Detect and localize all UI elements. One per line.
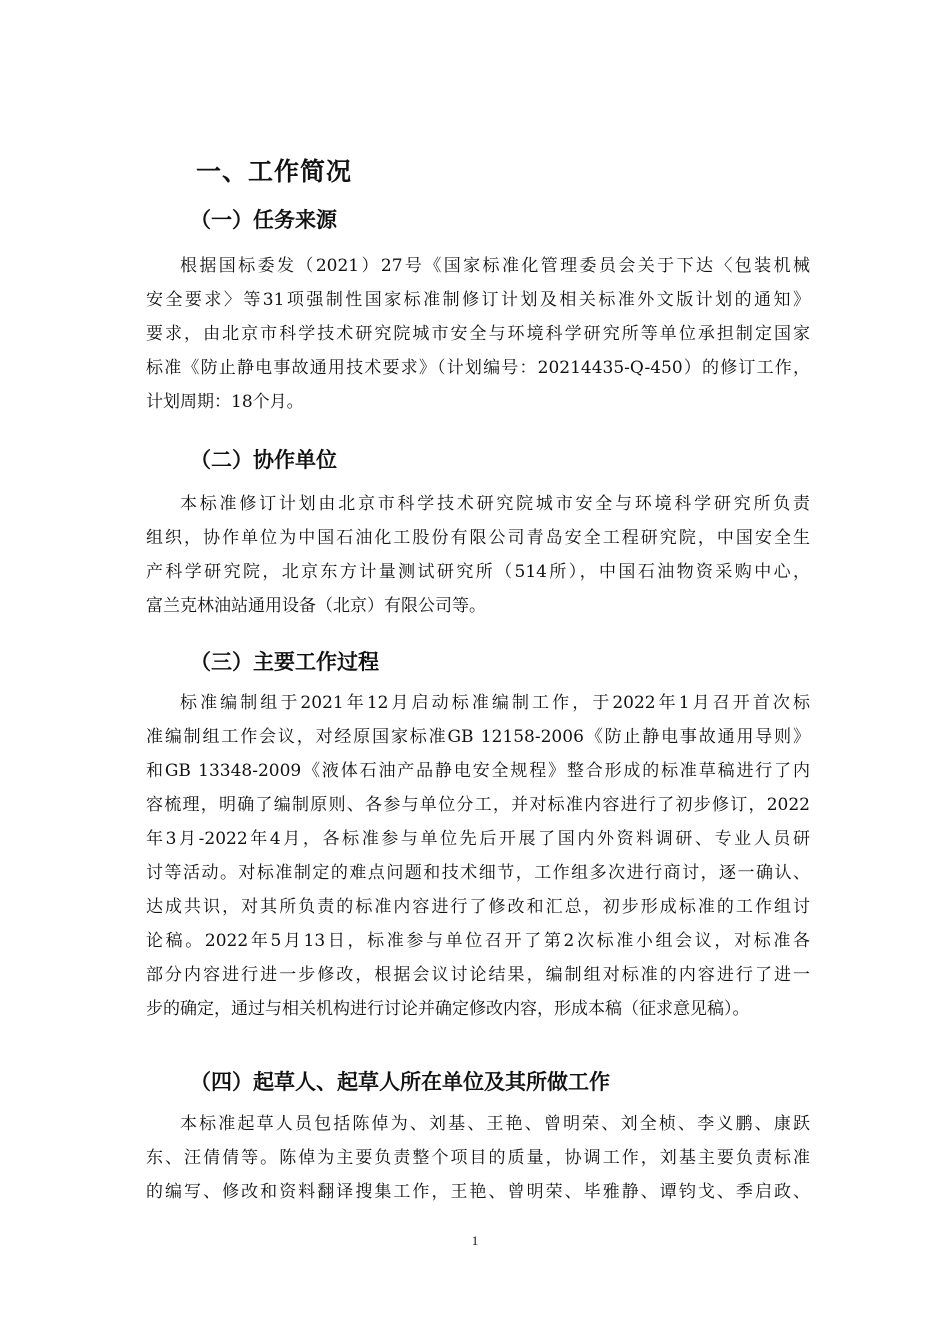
text-line: 讨等活动。对标准制定的难点问题和技术细节，工作组多次进行商讨，逐一确认、	[146, 863, 810, 883]
text-line: 和GB 13348-2009《液体石油产品静电安全规程》整合形成的标准草稿进行了内	[146, 761, 810, 781]
paragraph-work-process	[146, 686, 810, 1026]
text-line: 根据国标委发（2021）27号《国家标准化管理委员会关于下达〈包装机械	[180, 256, 810, 276]
section-heading-1: 一、工作简况	[196, 157, 353, 186]
text-line: 的编写、修改和资料翻译搜集工作，王艳、曾明荣、毕雅静、谭钧戈、季启政、	[146, 1182, 810, 1202]
text-line: 年3月-2022年4月，各标准参与单位先后开展了国内外资料调研、专业人员研	[146, 829, 810, 849]
text-line: 标准《防止静电事故通用技术要求》（计划编号：20214435-Q-450）的修订工作，	[146, 358, 810, 378]
text-line: 本标准修订计划由北京市科学技术研究院城市安全与环境科学研究所负责	[180, 494, 810, 514]
text-line: 步的确定，通过与相关机构进行讨论并确定修改内容，形成本稿（征求意见稿）。	[146, 999, 750, 1019]
text-line: 东、汪倩倩等。陈倬为主要负责整个项目的质量，协调工作，刘基主要负责标准	[146, 1148, 810, 1168]
text-line: 组织，协作单位为中国石油化工股份有限公司青岛安全工程研究院，中国安全生	[146, 528, 810, 548]
paragraph-cooperating-units	[146, 487, 810, 623]
subsection-title-work-process: （三）主要工作过程	[190, 650, 379, 674]
text-line: 本标准起草人员包括陈倬为、刘基、王艳、曾明荣、刘全桢、李义鹏、康跃	[180, 1114, 810, 1134]
subsection-title-drafters: （四）起草人、起草人所在单位及其所做工作	[190, 1070, 610, 1094]
text-line: 计划周期：18个月。	[146, 392, 304, 412]
text-line: 标准编制组于2021年12月启动标准编制工作，于2022年1月召开首次标	[180, 693, 810, 713]
text-line: 富兰克林油站通用设备（北京）有限公司等。	[146, 596, 486, 616]
paragraph-task-source	[146, 249, 810, 419]
text-line: 产科学研究院，北京东方计量测试研究所（514所），中国石油物资采购中心，	[146, 562, 810, 582]
text-line: 要求，由北京市科学技术研究院城市安全与环境科学研究所等单位承担制定国家	[146, 324, 810, 344]
subsection-title-task-source: （一）任务来源	[190, 208, 337, 232]
text-line: 准编制组工作会议，对经原国家标准GB 12158-2006《防止静电事故通用导则》	[146, 727, 810, 747]
text-line: 论稿。2022年5月13日，标准参与单位召开了第2次标准小组会议，对标准各	[146, 931, 810, 951]
page-number: 1	[471, 1233, 479, 1248]
text-line: 容梳理，明确了编制原则、各参与单位分工，并对标准内容进行了初步修订，2022	[146, 795, 810, 815]
text-line: 达成共识，对其所负责的标准内容进行了修改和汇总，初步形成标准的工作组讨	[146, 897, 810, 917]
paragraph-drafters	[146, 1107, 810, 1209]
text-line: 部分内容进行进一步修改，根据会议讨论结果，编制组对标准的内容进行了进一	[146, 965, 810, 985]
text-line: 安全要求〉等31项强制性国家标准制修订计划及相关标准外文版计划的通知》	[146, 290, 810, 310]
subsection-title-cooperating-units: （二）协作单位	[190, 448, 337, 472]
